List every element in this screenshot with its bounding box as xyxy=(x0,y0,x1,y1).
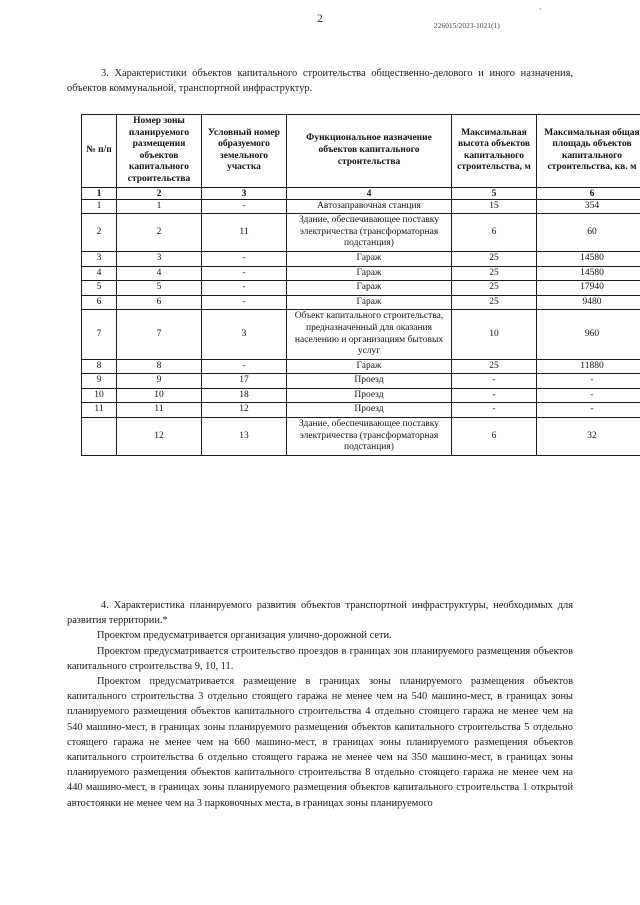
cell-index: 3 xyxy=(82,251,117,266)
table-row xyxy=(82,310,640,359)
header-cell-functional-purpose: Функциональное назначение объектов капитального строительства xyxy=(287,115,452,188)
table-row xyxy=(82,418,640,456)
cell-max-area: 9480 xyxy=(537,295,640,310)
cell-max-area: 354 xyxy=(537,199,640,214)
cell-max-height: 25 xyxy=(452,281,537,296)
cell-plot-number: - xyxy=(202,281,287,296)
cell-index xyxy=(82,418,117,456)
cell-plot-number: 17 xyxy=(202,374,287,389)
cell-max-area: 960 xyxy=(537,310,640,359)
zones-table-container xyxy=(81,114,640,456)
cell-purpose: Проезд xyxy=(287,388,452,403)
header-cell-max-area: Максимальная общая площадь объектов капитального строительства, кв. м xyxy=(537,115,640,188)
cell-purpose: Гараж xyxy=(287,295,452,310)
cell-purpose: Гараж xyxy=(287,359,452,374)
cell-purpose: Объект капитального строительства, предназначенный для оказания населению и организациям бытовых услуг xyxy=(287,310,452,359)
cell-purpose: Проезд xyxy=(287,403,452,418)
cell-max-height: 25 xyxy=(452,251,537,266)
cell-purpose: Здание, обеспечивающее поставку электричества (трансформаторная подстанция) xyxy=(287,214,452,252)
section-4-paragraph-2: Проектом предусматривается строительство проездов в границах зон планируемого размещения объектов капитального строительства 9, 10, 11. xyxy=(67,645,573,672)
cell-max-height: 10 xyxy=(452,310,537,359)
cell-purpose: Автозаправочная станция xyxy=(287,199,452,214)
column-number-5: 5 xyxy=(452,187,537,199)
cell-max-area: 14580 xyxy=(537,251,640,266)
cell-plot-number: - xyxy=(202,199,287,214)
header-cell-max-height: Максимальная высота объектов капитального строительства, м xyxy=(452,115,537,188)
cell-max-area: - xyxy=(537,388,640,403)
cell-zone-number: 10 xyxy=(117,388,202,403)
column-number-2: 2 xyxy=(117,187,202,199)
cell-zone-number: 4 xyxy=(117,266,202,281)
cell-zone-number: 2 xyxy=(117,214,202,252)
cell-zone-number: 5 xyxy=(117,281,202,296)
cell-max-area: 17940 xyxy=(537,281,640,296)
cell-index: 9 xyxy=(82,374,117,389)
section-3-heading: 3. Характеристики объектов капитального строительства общественно-делового и иного назначения, объектов коммунальной, транспортной инфраструктур. xyxy=(67,68,573,95)
cell-max-height: 15 xyxy=(452,199,537,214)
cell-plot-number: 12 xyxy=(202,403,287,418)
cell-plot-number: - xyxy=(202,266,287,281)
cell-plot-number: - xyxy=(202,359,287,374)
header-cell-index: № п/п xyxy=(82,115,117,188)
section-4-block xyxy=(67,598,573,811)
cell-purpose: Гараж xyxy=(287,251,452,266)
cell-purpose: Проезд xyxy=(287,374,452,389)
table-column-number-row xyxy=(82,187,640,199)
stamp-tick-mark: ˋ xyxy=(539,7,542,17)
section-4-paragraph-1: Проектом предусматривается организация улично-дорожной сети. xyxy=(97,630,392,642)
section-4-heading: 4. Характеристика планируемого развития объектов транспортной инфраструктуры, необходимых для развития территории.* xyxy=(67,600,573,627)
cell-zone-number: 8 xyxy=(117,359,202,374)
header-cell-plot-number: Условный номер образуемого земельного участка xyxy=(202,115,287,188)
cell-index: 1 xyxy=(82,199,117,214)
cell-zone-number: 1 xyxy=(117,199,202,214)
cell-max-height: - xyxy=(452,403,537,418)
table-row xyxy=(82,199,640,214)
cell-max-area: - xyxy=(537,374,640,389)
table-row xyxy=(82,266,640,281)
table-header-row xyxy=(82,115,640,188)
column-number-6: 6 xyxy=(537,187,640,199)
cell-max-area: - xyxy=(537,403,640,418)
page-number: 2 xyxy=(317,13,323,25)
table-row xyxy=(82,295,640,310)
cell-index: 6 xyxy=(82,295,117,310)
cell-plot-number: 3 xyxy=(202,310,287,359)
document-registration-stamp: 226015/2023-1021(1) xyxy=(434,22,500,30)
cell-index: 7 xyxy=(82,310,117,359)
table-row xyxy=(82,374,640,389)
column-number-1: 1 xyxy=(82,187,117,199)
cell-max-height: - xyxy=(452,374,537,389)
cell-plot-number: - xyxy=(202,251,287,266)
table-row xyxy=(82,359,640,374)
table-row xyxy=(82,403,640,418)
cell-zone-number: 11 xyxy=(117,403,202,418)
cell-max-area: 32 xyxy=(537,418,640,456)
cell-index: 5 xyxy=(82,281,117,296)
cell-purpose: Гараж xyxy=(287,281,452,296)
zones-table xyxy=(81,114,640,456)
cell-zone-number: 6 xyxy=(117,295,202,310)
column-number-3: 3 xyxy=(202,187,287,199)
cell-index: 2 xyxy=(82,214,117,252)
cell-max-area: 60 xyxy=(537,214,640,252)
cell-index: 10 xyxy=(82,388,117,403)
cell-max-height: - xyxy=(452,388,537,403)
cell-zone-number: 3 xyxy=(117,251,202,266)
section-4-paragraph-3: Проектом предусматривается размещение в границах зоны планируемого размещения объектов капитального строительства 3 отдельно стоящего гаража не менее чем на 540 машино-мест, в границах зоны планируемого размещения объектов капитального строительства 4 отдельно стоящего гаража не менее чем на 540 машино-мест, в границах зоны планируемого размещения объектов капитального строительства 5 отдельно стоящего гаража не менее чем на 660 машино-мест, в границах зоны планируемого размещения объектов капитального строительства 6 отдельно стоящего гаража не менее чем на 350 машино-мест, в границах зоны планируемого размещения объектов капитального строительства 8 отдельно стоящего гаража не менее чем на 440 машино-мест, в границах зоны планируемого размещения объектов капитального строительства 1 открытой автостоянки не менее чем на 3 парковочных места, в границах зоны планируемого xyxy=(67,676,573,809)
table-row xyxy=(82,281,640,296)
cell-max-height: 25 xyxy=(452,266,537,281)
cell-max-height: 6 xyxy=(452,418,537,456)
cell-purpose: Здание, обеспечивающее поставку электричества (трансформаторная подстанция) xyxy=(287,418,452,456)
cell-plot-number: - xyxy=(202,295,287,310)
cell-max-height: 6 xyxy=(452,214,537,252)
cell-index: 11 xyxy=(82,403,117,418)
cell-zone-number: 7 xyxy=(117,310,202,359)
section-3-block xyxy=(67,66,573,96)
cell-plot-number: 13 xyxy=(202,418,287,456)
cell-zone-number: 12 xyxy=(117,418,202,456)
cell-purpose: Гараж xyxy=(287,266,452,281)
cell-zone-number: 9 xyxy=(117,374,202,389)
cell-max-area: 11880 xyxy=(537,359,640,374)
table-row xyxy=(82,251,640,266)
cell-max-height: 25 xyxy=(452,359,537,374)
cell-index: 8 xyxy=(82,359,117,374)
header-cell-zone-number: Номер зоны планируемого размещения объектов капитального строительства xyxy=(117,115,202,188)
cell-plot-number: 18 xyxy=(202,388,287,403)
cell-max-height: 25 xyxy=(452,295,537,310)
cell-max-area: 14580 xyxy=(537,266,640,281)
cell-plot-number: 11 xyxy=(202,214,287,252)
cell-index: 4 xyxy=(82,266,117,281)
table-row xyxy=(82,388,640,403)
column-number-4: 4 xyxy=(287,187,452,199)
table-row xyxy=(82,214,640,252)
